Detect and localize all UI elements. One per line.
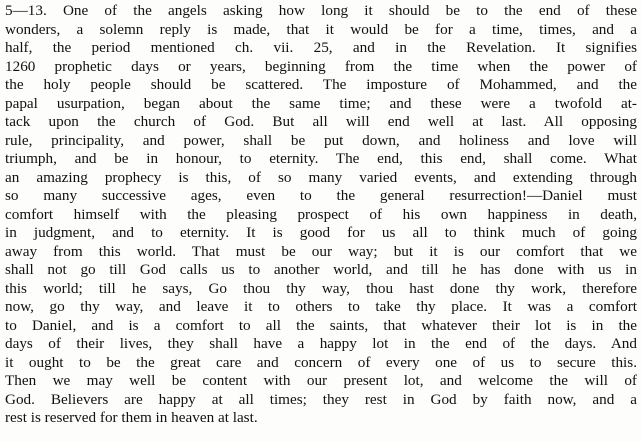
text-line: wonders, a solemn reply is made, that it would be for a time, times, and a [5,20,637,38]
text-line: this world; till he says, Go thou thy way, thou hast done thy work, therefore [5,279,637,297]
text-line: now, go thy way, and leave it to others to take thy place. It was a comfort [5,298,637,315]
text-line: 5—13. One of the angels asking how long it should be to the end of these [5,2,637,19]
text-line: papal usurpation, began about the same time; and these were a twofold at- [5,94,637,112]
text-line: to Daniel, and is a comfort to all the saints, that whatever their lot is in the [5,316,637,334]
text-line: Then we may well be content with our present lot, and welcome the will of [5,372,637,389]
text-line: an amazing prophecy is this, of so many varied events, and extending through [5,168,637,186]
text-line: comfort himself with the pleasing prospect of his own happiness in death, [5,205,637,223]
text-line: days of their lives, they shall have a happy lot in the end of the days. And [5,335,637,352]
text-line: rule, principality, and power, shall be put down, and holiness and love will [5,131,637,149]
text-line: shall not go till God calls us to another world, and till he has done with us in [5,261,637,278]
text-line-last: rest is reserved for them in heaven at last. [5,409,258,426]
text-line: it ought to be the great care and concern of every one of us to secure this. [5,353,637,371]
text-line: God. Believers are happy at all times; they rest in God by faith now, and a [5,390,637,408]
text-line: triumph, and be in honour, to eternity. The end, this end, shall come. What [5,150,637,167]
text-line: tack upon the church of God. But all will end well at last. All opposing [5,113,637,130]
text-line: the holy people should be scattered. The imposture of Mohammed, and the [5,76,637,93]
text-line: away from this world. That must be our way; but it is our comfort that we [5,242,637,260]
text-line: half, the period mentioned ch. vii. 25, and in the Revelation. It signifies [5,39,637,56]
text-line: so many successive ages, even to the general resurrection!—Daniel must [5,187,637,204]
commentary-paragraph [5,2,637,428]
text-line: in judgment, and to eternity. It is good for us all to think much of going [5,224,637,241]
text-line: 1260 prophetic days or years, beginning from the time when the power of [5,57,637,75]
